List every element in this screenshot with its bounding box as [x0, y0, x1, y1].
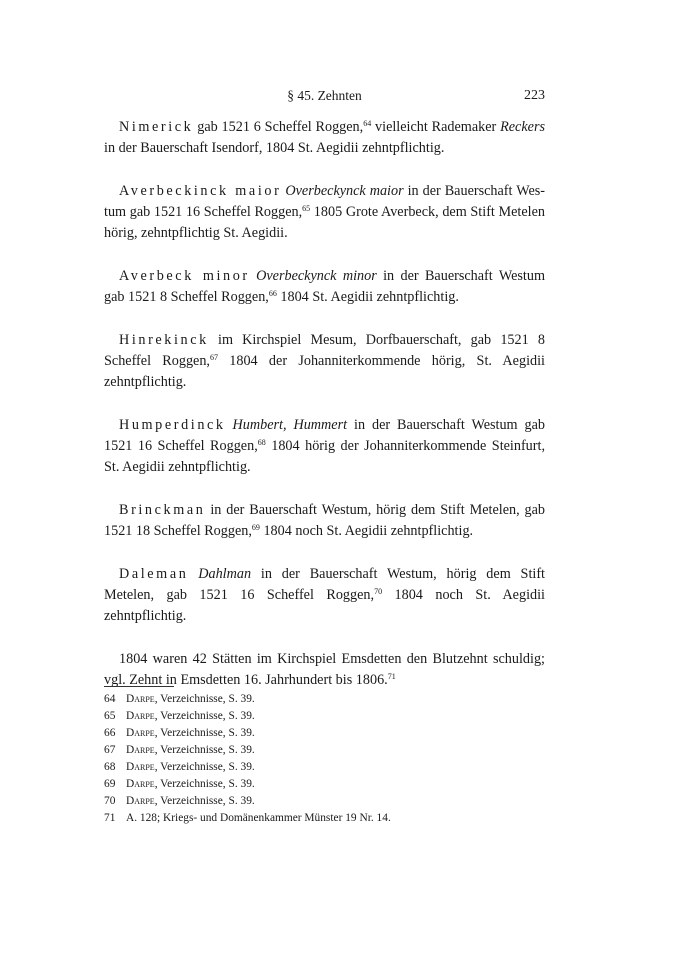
footnote-number: 66 — [104, 727, 116, 739]
footnote-ref[interactable]: 71 — [387, 672, 396, 681]
footnote — [104, 725, 545, 742]
entry-text: 1804 noch St. Aegidii zehntpflichtig. — [104, 587, 545, 624]
entry-averbeckinck-maior — [104, 181, 545, 244]
entry-text: in der Bauerschaft Westum gab 1521 16 Scheffel Roggen, — [104, 417, 546, 454]
alt-name: Humbert, Hummert — [225, 417, 348, 433]
footnote-author: Darpe — [126, 778, 155, 790]
footnote-author: Darpe — [126, 744, 155, 756]
entry-text: in der Bauerschaft Westum, hörig dem Stift Metelen, gab 1521 16 Scheffel Roggen, — [104, 566, 545, 603]
entry-text: in der Bauerschaft Westum gab 1521 16 Scheffel Roggen, — [104, 183, 545, 220]
alt-name: Overbeckynck minor — [249, 268, 377, 284]
footnote-author: Darpe — [126, 761, 155, 773]
footnote-number: 69 — [104, 778, 116, 790]
alt-name: Overbeckynck maior — [281, 183, 404, 199]
farm-name: Daleman — [119, 566, 189, 582]
footnote — [104, 708, 545, 725]
footnote-number: 67 — [104, 744, 116, 756]
footnote-ref[interactable]: 69 — [251, 523, 260, 532]
alt-name: Dahlman — [188, 566, 252, 582]
footnote — [104, 776, 545, 793]
footnote-ref[interactable]: 67 — [209, 353, 218, 362]
footnote-author: Darpe — [126, 710, 155, 722]
farm-name: Hinrekinck — [119, 332, 209, 348]
entry-text: im Kirchspiel Mesum, Dorfbauerschaft, gab 1521 8 Scheffel Roggen, — [104, 332, 545, 369]
footnote-text: A. 128; Kriegs- und Domänenkammer Münster 19 Nr. 14. — [126, 812, 391, 824]
entry-text: in der Bauerschaft Westum, hörig dem Stift Metelen, gab 1521 18 Scheffel Roggen, — [104, 502, 545, 539]
entry-text: vielleicht Rademaker — [371, 119, 501, 135]
farm-name: Averbeck minor — [119, 268, 250, 284]
farm-name: Brinckman — [119, 502, 206, 518]
footnote-ref[interactable]: 66 — [268, 289, 277, 298]
footnote-author: Darpe — [126, 727, 155, 739]
footnote — [104, 742, 545, 759]
footnote — [104, 810, 545, 827]
body-text — [104, 117, 545, 691]
entry-text: in der Bauerschaft Westum gab 1521 8 Scheffel Roggen, — [104, 268, 545, 305]
footnote-text: , Verzeichnisse, S. 39. — [154, 778, 255, 790]
closing-text: 1804 waren 42 Stätten im Kirchspiel Emsdetten den Blutzehnt schuldig; vgl. Zehnt in Emsdetten 16. Jahrhundert bis 1806. — [104, 651, 545, 688]
footnote-ref[interactable]: 70 — [374, 587, 383, 596]
footnote-number: 71 — [104, 812, 116, 824]
footnote-text: , Verzeichnisse, S. 39. — [154, 693, 255, 705]
entry-text: 1804 St. Aegidii zehntpflichtig. — [276, 289, 459, 305]
entry-text: 1805 Grote Averbeck, dem Stift Metelen hörig, zehntpflichtig St. Aegidii. — [104, 204, 546, 241]
entry-averbeck-minor — [104, 266, 545, 308]
entry-text: 1804 der Johanniterkommende hörig, St. Aegidii zehntpflichtig. — [104, 353, 545, 390]
footnote-author: Darpe — [126, 693, 155, 705]
footnote-number: 64 — [104, 693, 116, 705]
footnote — [104, 691, 545, 708]
closing-paragraph — [104, 649, 545, 691]
entry-hinrekinck — [104, 330, 545, 393]
entry-nimerick — [104, 117, 545, 159]
footnote-ref[interactable]: 68 — [257, 438, 266, 447]
entry-text: 1804 hörig der Johanniterkommende Steinfurt, St. Aegidii zehntpflichtig. — [104, 438, 545, 475]
footnote-ref[interactable]: 64 — [363, 119, 372, 128]
page-number: 223 — [524, 88, 545, 103]
section-title: § 45. Zehnten — [287, 88, 362, 103]
entry-humperdinck — [104, 415, 545, 478]
footnote-text: , Verzeichnisse, S. 39. — [154, 761, 255, 773]
footnote-text: , Verzeichnisse, S. 39. — [154, 744, 255, 756]
farm-name: Humperdinck — [119, 417, 226, 433]
footnote-number: 70 — [104, 795, 116, 807]
footnotes — [104, 691, 545, 827]
footnote-number: 68 — [104, 761, 116, 773]
entry-text: 1804 noch St. Aegidii zehntpflichtig. — [259, 523, 474, 539]
footnote-text: , Verzeichnisse, S. 39. — [154, 795, 255, 807]
footnote-number: 65 — [104, 710, 116, 722]
footnote-ref[interactable]: 65 — [302, 204, 311, 213]
entry-brinckman — [104, 500, 545, 542]
entry-daleman — [104, 564, 545, 627]
footnote-separator — [104, 686, 174, 687]
footnote — [104, 759, 545, 776]
farm-name: Nimerick — [119, 119, 194, 135]
alt-name: Reckers — [500, 119, 545, 135]
entry-text: gab 1521 6 Scheffel Roggen, — [193, 119, 364, 135]
running-head — [104, 86, 545, 106]
entry-text: in der Bauerschaft Isendorf, 1804 St. Aegidii zehntpflichtig. — [104, 140, 445, 156]
footnote-text: , Verzeichnisse, S. 39. — [154, 727, 255, 739]
farm-name: Averbeckinck maior — [119, 183, 282, 199]
footnote-text: , Verzeichnisse, S. 39. — [154, 710, 255, 722]
footnote — [104, 793, 545, 810]
footnote-author: Darpe — [126, 795, 155, 807]
